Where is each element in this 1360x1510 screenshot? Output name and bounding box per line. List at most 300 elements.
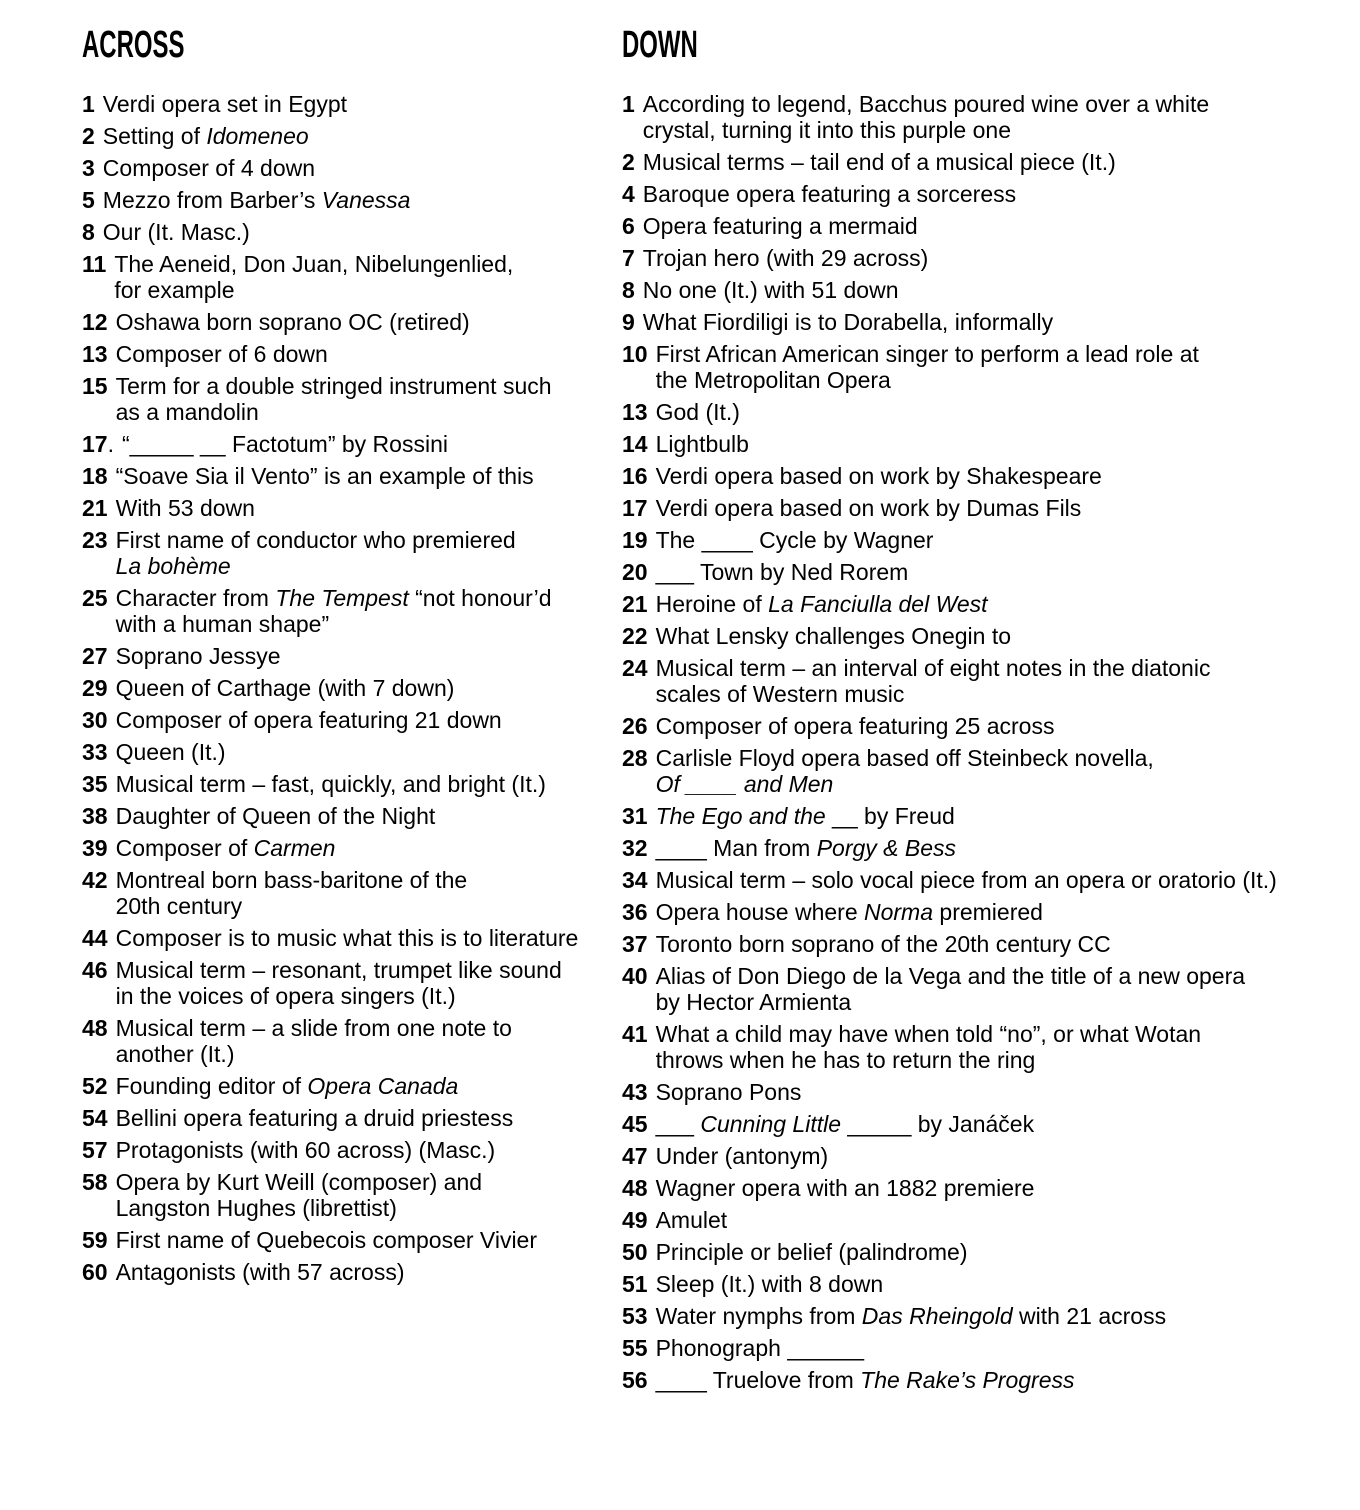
clue-number: 48 — [622, 1175, 648, 1201]
clue-text — [116, 707, 502, 733]
clue-text-italic-segment: Norma — [864, 899, 934, 925]
clue-number: 40 — [622, 963, 648, 989]
clue-text-segment: Trojan hero (with 29 across) — [642, 245, 929, 271]
clue-item — [622, 91, 1344, 143]
clue-item — [622, 527, 1344, 553]
clue-item — [622, 149, 1344, 175]
clue-text-italic-segment: The Tempest — [275, 585, 409, 611]
clue-number: 51 — [622, 1271, 648, 1297]
clue-text-segment: Water nymphs from — [655, 1303, 862, 1329]
clue-number: 49 — [622, 1207, 648, 1233]
clue-number: 1 — [622, 91, 635, 117]
clue-text-segment: as a mandolin — [115, 399, 259, 425]
clue-text-segment: Protagonists (with 60 across) (Masc.) — [115, 1137, 496, 1163]
clue-text — [656, 1143, 829, 1169]
clue-number: 9 — [622, 309, 635, 335]
clue-text-segment: The ____ Cycle by Wagner — [655, 527, 934, 553]
clue-number: 43 — [622, 1079, 648, 1105]
clue-text-segment: Daughter of Queen of the Night — [115, 803, 436, 829]
clue-text — [656, 1367, 1075, 1393]
clue-text-italic-segment: Of ____ and Men — [655, 771, 834, 797]
clue-text-segment: Composer of opera featuring 25 across — [655, 713, 1055, 739]
clue-item — [622, 1271, 1344, 1297]
clue-text-segment: Under (antonym) — [655, 1143, 829, 1169]
clue-text-segment: According to legend, Bacchus poured wine over a white — [642, 91, 1210, 117]
clue-text — [656, 745, 1154, 797]
clue-number: 38 — [82, 803, 108, 829]
clue-text-segment: What Fiordiligi is to Dorabella, informally — [642, 309, 1054, 335]
clue-number: 35 — [82, 771, 108, 797]
clue-item — [622, 803, 1344, 829]
clue-item — [622, 431, 1344, 457]
clue-text — [656, 399, 740, 425]
clue-text-segment: __ by Freud — [825, 803, 955, 829]
clue-text-segment: “_____ __ Factotum” by Rossini — [121, 431, 448, 457]
clue-item — [82, 1015, 622, 1067]
clue-text-segment: Musical term – resonant, trumpet like sound — [115, 957, 562, 983]
clue-number: 18 — [82, 463, 108, 489]
clue-text-segment: Musical term – solo vocal piece from an opera or oratorio (It.) — [655, 867, 1277, 893]
clue-text — [116, 835, 336, 861]
clue-number: 8 — [622, 277, 635, 303]
clue-item — [82, 155, 622, 181]
clue-text-segment: Montreal born bass-baritone of the — [115, 867, 468, 893]
clue-number: 57 — [82, 1137, 108, 1163]
clue-item — [82, 91, 622, 117]
clue-text — [103, 219, 250, 245]
down-column — [622, 25, 1344, 1399]
clue-text-segment: another (It.) — [115, 1041, 235, 1067]
clue-text — [656, 835, 956, 861]
clue-item — [622, 899, 1344, 925]
clue-item — [622, 745, 1344, 797]
clue-text — [656, 341, 1199, 393]
clue-text — [116, 643, 281, 669]
clue-number: 7 — [622, 245, 635, 271]
clue-number: 47 — [622, 1143, 648, 1169]
clue-number: 28 — [622, 745, 648, 771]
across-clue-list — [82, 91, 622, 1285]
clue-text-segment: the Metropolitan Opera — [655, 367, 891, 393]
clue-text — [116, 867, 468, 919]
clue-item — [622, 835, 1344, 861]
clue-item — [82, 309, 622, 335]
clue-item — [82, 219, 622, 245]
across-heading-text: ACROSS — [82, 24, 185, 66]
clue-text-segment: Musical term – a slide from one note to — [115, 1015, 512, 1041]
clue-number: 53 — [622, 1303, 648, 1329]
clue-text-segment: Composer is to music what this is to literature — [115, 925, 579, 951]
clue-item — [622, 559, 1344, 585]
clue-number: 21 — [82, 495, 108, 521]
clue-text — [103, 91, 347, 117]
clue-text — [656, 527, 934, 553]
clue-number: 30 — [82, 707, 108, 733]
clue-item — [622, 591, 1344, 617]
clue-number: 44 — [82, 925, 108, 951]
clue-number: 41 — [622, 1021, 648, 1047]
clue-number: 13 — [82, 341, 108, 367]
clue-number: 42 — [82, 867, 108, 893]
clue-number: 22 — [622, 623, 648, 649]
clue-number: 1 — [82, 91, 95, 117]
clue-text-segment: Composer of opera featuring 21 down — [115, 707, 502, 733]
clue-text-segment: scales of Western music — [655, 681, 905, 707]
clue-text — [656, 1111, 1035, 1137]
clue-text — [656, 1271, 884, 1297]
clue-text — [656, 655, 1211, 707]
clue-text-segment: Opera house where — [655, 899, 864, 925]
clue-text-segment: God (It.) — [655, 399, 740, 425]
clue-text-segment: by Hector Armienta — [655, 989, 852, 1015]
clue-item — [622, 245, 1344, 271]
clue-text-segment: Character from — [115, 585, 276, 611]
clue-item — [82, 431, 622, 457]
clue-item — [82, 1169, 622, 1221]
clue-number: 23 — [82, 527, 108, 553]
clue-text — [656, 713, 1055, 739]
clue-text-segment: Wagner opera with an 1882 premiere — [655, 1175, 1035, 1201]
clue-text — [656, 1303, 1166, 1329]
clue-item — [82, 771, 622, 797]
clue-number: 56 — [622, 1367, 648, 1393]
clue-number: 19 — [622, 527, 648, 553]
clue-text-segment: Setting of — [102, 123, 207, 149]
clue-text-segment: First African American singer to perform a lead role at — [655, 341, 1199, 367]
clue-item — [622, 1367, 1344, 1393]
clue-text-segment: Sleep (It.) with 8 down — [655, 1271, 884, 1297]
clue-item — [82, 1073, 622, 1099]
clue-text — [116, 341, 328, 367]
clue-number: 13 — [622, 399, 648, 425]
clue-number: 36 — [622, 899, 648, 925]
clue-text — [116, 675, 455, 701]
clue-text — [656, 431, 749, 457]
clue-text — [643, 91, 1209, 143]
clue-text — [656, 803, 955, 829]
clue-text-italic-segment: Das Rheingold — [861, 1303, 1013, 1329]
clue-item — [622, 1303, 1344, 1329]
clue-text-segment: First name of Quebecois composer Vivier — [115, 1227, 538, 1253]
clue-text-segment: Antagonists (with 57 across) — [115, 1259, 405, 1285]
clue-text-segment: First name of conductor who premiered — [115, 527, 516, 553]
clue-number: 5 — [82, 187, 95, 213]
clue-text — [656, 963, 1245, 1015]
clue-number: 48 — [82, 1015, 108, 1041]
clue-text-segment: Composer of — [115, 835, 254, 861]
clue-item — [82, 527, 622, 579]
clue-text-segment: Verdi opera set in Egypt — [102, 91, 348, 117]
clue-number: 11 — [82, 251, 107, 277]
clue-number-suffix: . — [107, 431, 114, 457]
clue-text — [656, 495, 1082, 521]
clue-text-segment: What Lensky challenges Onegin to — [655, 623, 1012, 649]
clue-item — [82, 957, 622, 1009]
clue-text-segment: Opera by Kurt Weill (composer) and — [115, 1169, 483, 1195]
clue-number: 10 — [622, 341, 648, 367]
clue-item — [622, 1207, 1344, 1233]
clue-text-segment: Baroque opera featuring a sorceress — [642, 181, 1017, 207]
clue-text — [116, 495, 255, 521]
clue-text — [643, 309, 1053, 335]
clue-text-segment: “not honour’d — [408, 585, 552, 611]
clue-number: 33 — [82, 739, 108, 765]
clue-text — [116, 1259, 405, 1285]
clue-text-segment: Amulet — [655, 1207, 728, 1233]
clue-text-segment: premiered — [933, 899, 1043, 925]
clue-item — [82, 123, 622, 149]
clue-item — [622, 341, 1344, 393]
clue-item — [82, 1227, 622, 1253]
clue-text — [116, 527, 516, 579]
clue-text — [116, 585, 552, 637]
clue-text — [656, 867, 1277, 893]
clue-item — [82, 251, 622, 303]
clue-item — [622, 309, 1344, 335]
clue-item — [622, 213, 1344, 239]
clue-text-italic-segment: The Rake’s Progress — [860, 1367, 1075, 1393]
clue-number: 34 — [622, 867, 648, 893]
clue-text-segment: Opera featuring a mermaid — [642, 213, 918, 239]
clue-text — [643, 277, 899, 303]
clue-text-segment: “Soave Sia il Vento” is an example of this — [115, 463, 534, 489]
clue-text — [103, 155, 315, 181]
clue-item — [622, 495, 1344, 521]
clue-text — [122, 431, 448, 457]
clue-text-segment: crystal, turning it into this purple one — [642, 117, 1011, 143]
clue-text-segment: with a human shape” — [115, 611, 330, 637]
clue-text-italic-segment: La Fanciulla del West — [768, 591, 988, 617]
clue-text — [656, 591, 988, 617]
clue-item — [82, 739, 622, 765]
clue-text-italic-segment: Porgy & Bess — [816, 835, 957, 861]
clue-text — [114, 251, 513, 303]
clue-text-segment: 20th century — [115, 893, 243, 919]
clue-text-italic-segment: The Ego and the — [655, 803, 826, 829]
clue-text-segment: in the voices of opera singers (It.) — [115, 983, 456, 1009]
clue-text — [656, 559, 909, 585]
clue-item — [82, 675, 622, 701]
clue-item — [622, 1175, 1344, 1201]
clue-text-segment: for example — [114, 277, 235, 303]
clue-text — [656, 623, 1011, 649]
clue-item — [622, 181, 1344, 207]
clue-item — [622, 1111, 1344, 1137]
clue-text-segment: _____ by Janáček — [841, 1111, 1035, 1137]
clue-text — [656, 1079, 802, 1105]
clue-text-segment: Bellini opera featuring a druid priestess — [115, 1105, 514, 1131]
clue-item — [82, 585, 622, 637]
clue-text-segment: Musical term – fast, quickly, and bright (It.) — [115, 771, 546, 797]
clue-text-italic-segment: La bohème — [115, 553, 231, 579]
clue-number: 52 — [82, 1073, 108, 1099]
clue-text-segment: Musical terms – tail end of a musical piece (It.) — [642, 149, 1116, 175]
clue-text-segment: throws when he has to return the ring — [655, 1047, 1036, 1073]
clue-text-segment: Queen of Carthage (with 7 down) — [115, 675, 455, 701]
clue-item — [82, 707, 622, 733]
clue-number: 54 — [82, 1105, 108, 1131]
clue-item — [622, 1021, 1344, 1073]
clue-text-segment: Verdi opera based on work by Dumas Fils — [655, 495, 1082, 521]
clue-number: 8 — [82, 219, 95, 245]
clue-text — [656, 1239, 968, 1265]
clue-text — [116, 463, 534, 489]
clue-text-segment: Our (It. Masc.) — [102, 219, 250, 245]
clue-text-segment: Founding editor of — [115, 1073, 308, 1099]
clue-item — [622, 623, 1344, 649]
clue-text — [656, 1335, 864, 1361]
clue-text-italic-segment: Carmen — [253, 835, 336, 861]
clue-text — [116, 1169, 482, 1221]
clue-item — [622, 1079, 1344, 1105]
clue-item — [82, 1259, 622, 1285]
clue-text — [116, 739, 226, 765]
clue-number: 14 — [622, 431, 648, 457]
clue-text — [656, 1021, 1201, 1073]
clue-text-segment: What a child may have when told “no”, or what Wotan — [655, 1021, 1202, 1047]
clue-number: 4 — [622, 181, 635, 207]
clue-text-italic-segment: Cunning Little — [700, 1111, 842, 1137]
clue-text — [656, 463, 1102, 489]
clue-number: 60 — [82, 1259, 108, 1285]
clue-item — [82, 803, 622, 829]
clue-item — [82, 1137, 622, 1163]
clue-text — [643, 181, 1016, 207]
clue-number: 37 — [622, 931, 648, 957]
clue-item — [82, 373, 622, 425]
clue-item — [82, 925, 622, 951]
clue-item — [622, 867, 1344, 893]
clue-text-italic-segment: Idomeneo — [206, 123, 309, 149]
clue-item — [622, 1239, 1344, 1265]
clue-number: 45 — [622, 1111, 648, 1137]
across-heading — [82, 25, 622, 65]
clue-item — [622, 1143, 1344, 1169]
clue-text — [643, 245, 928, 271]
clue-text-segment: Queen (It.) — [115, 739, 226, 765]
clue-text — [656, 1207, 728, 1233]
clue-text — [116, 803, 436, 829]
clue-number: 16 — [622, 463, 648, 489]
clue-text — [656, 1175, 1035, 1201]
clue-item — [622, 277, 1344, 303]
clue-text — [116, 373, 552, 425]
clue-text — [116, 925, 579, 951]
clue-number: 3 — [82, 155, 95, 181]
clue-text-segment: Composer of 6 down — [115, 341, 328, 367]
clue-text-segment: Carlisle Floyd opera based off Steinbeck novella, — [655, 745, 1154, 771]
clue-text — [116, 957, 562, 1009]
clue-number: 12 — [82, 309, 108, 335]
clue-number: 2 — [82, 123, 95, 149]
clue-text-segment: ___ — [655, 1111, 701, 1137]
clue-text — [643, 213, 918, 239]
clue-number: 58 — [82, 1169, 108, 1195]
clue-text — [116, 1105, 514, 1131]
clue-text-segment: Term for a double stringed instrument such — [115, 373, 552, 399]
clue-text-segment: Toronto born soprano of the 20th century CC — [655, 931, 1111, 957]
clue-number: 26 — [622, 713, 648, 739]
across-column — [82, 25, 622, 1399]
clue-number: 25 — [82, 585, 108, 611]
clue-text-segment: Lightbulb — [655, 431, 749, 457]
clue-text-segment: With 53 down — [115, 495, 255, 521]
clue-number: 20 — [622, 559, 648, 585]
clue-number: 55 — [622, 1335, 648, 1361]
clue-item — [82, 463, 622, 489]
clue-text-segment: Phonograph ______ — [655, 1335, 865, 1361]
clue-number: 17 — [622, 495, 648, 521]
clue-item — [622, 963, 1344, 1015]
clue-text-segment: Composer of 4 down — [102, 155, 316, 181]
clue-text-segment: Heroine of — [655, 591, 769, 617]
clue-number: 59 — [82, 1227, 108, 1253]
clue-text — [116, 771, 546, 797]
clue-text-segment: Musical term – an interval of eight notes in the diatonic — [655, 655, 1211, 681]
clue-number: 39 — [82, 835, 108, 861]
clue-number: 15 — [82, 373, 108, 399]
clue-number: 32 — [622, 835, 648, 861]
clue-text-italic-segment: Opera Canada — [307, 1073, 459, 1099]
clue-item — [82, 495, 622, 521]
clue-text — [116, 309, 470, 335]
clue-text-segment: Mezzo from Barber’s — [102, 187, 322, 213]
down-heading-text: DOWN — [622, 24, 698, 66]
clue-text-segment: No one (It.) with 51 down — [642, 277, 899, 303]
clue-item — [622, 1335, 1344, 1361]
clue-number: 2 — [622, 149, 635, 175]
clue-text-segment: Oshawa born soprano OC (retired) — [115, 309, 470, 335]
clue-item — [82, 187, 622, 213]
clue-number: 27 — [82, 643, 108, 669]
clue-text — [656, 899, 1043, 925]
clue-text-segment: ____ Man from — [655, 835, 817, 861]
clue-item — [622, 463, 1344, 489]
clue-number: 24 — [622, 655, 648, 681]
clue-text-segment: Soprano Jessye — [115, 643, 281, 669]
clue-item — [82, 643, 622, 669]
clue-text — [116, 1015, 512, 1067]
clue-text-segment: Verdi opera based on work by Shakespeare — [655, 463, 1102, 489]
clue-text-segment: Langston Hughes (librettist) — [115, 1195, 397, 1221]
clue-text — [103, 187, 411, 213]
clue-text — [643, 149, 1116, 175]
clue-number: 50 — [622, 1239, 648, 1265]
clue-item — [82, 341, 622, 367]
clue-text-segment: Alias of Don Diego de la Vega and the title of a new opera — [655, 963, 1246, 989]
clue-number: 17. — [82, 431, 114, 457]
down-clue-list — [622, 91, 1344, 1393]
clue-number: 21 — [622, 591, 648, 617]
clue-text — [116, 1137, 496, 1163]
clue-text — [656, 931, 1111, 957]
clue-number: 46 — [82, 957, 108, 983]
clue-text — [103, 123, 309, 149]
clue-text — [116, 1073, 459, 1099]
clue-item — [82, 1105, 622, 1131]
clue-text-segment: Soprano Pons — [655, 1079, 802, 1105]
clue-number: 31 — [622, 803, 648, 829]
clue-text-segment: ____ Truelove from — [655, 1367, 861, 1393]
clue-item — [622, 931, 1344, 957]
clue-item — [622, 399, 1344, 425]
clue-number: 6 — [622, 213, 635, 239]
clue-number: 29 — [82, 675, 108, 701]
clue-item — [82, 835, 622, 861]
clue-item — [82, 867, 622, 919]
clue-text-segment: with 21 across — [1012, 1303, 1167, 1329]
clue-text-italic-segment: Vanessa — [321, 187, 411, 213]
